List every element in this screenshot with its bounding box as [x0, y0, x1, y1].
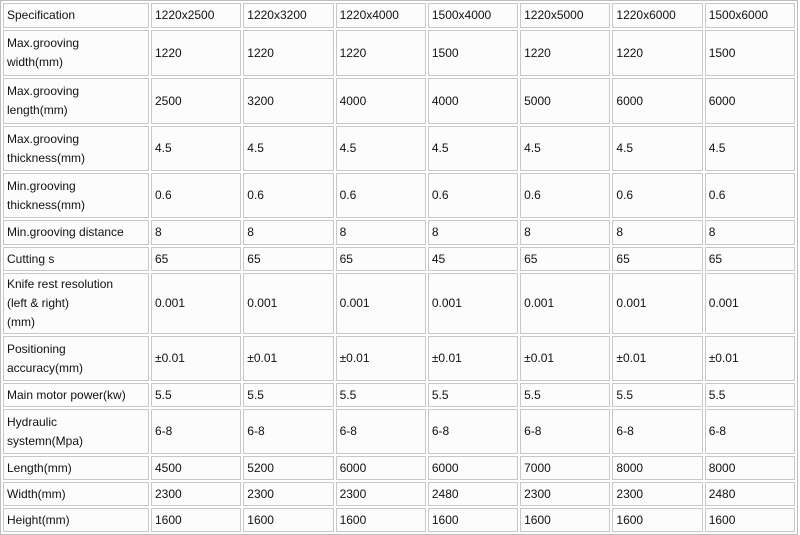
value-cell: ±0.01: [151, 336, 241, 381]
value-cell: 8: [243, 220, 333, 245]
value-cell: 6000: [705, 78, 795, 124]
value-cell: 5200: [243, 456, 333, 480]
value-cell: 3200: [243, 78, 333, 124]
value-cell: ±0.01: [520, 336, 610, 381]
value-cell: 8: [428, 220, 518, 245]
value-cell: 1500: [428, 30, 518, 76]
row-label-cell: [3, 482, 149, 506]
value-cell: 2500: [151, 78, 241, 124]
value-cell: 1600: [336, 508, 426, 532]
value-cell: 1600: [705, 508, 795, 532]
row-label-cell: [3, 456, 149, 480]
value-cell: 8000: [705, 456, 795, 480]
value-cell: 0.001: [336, 273, 426, 334]
value-cell: 1600: [243, 508, 333, 532]
value-cell: 8: [612, 220, 702, 245]
row-label-text: Min.grooving distance: [7, 225, 124, 239]
value-cell: 5.5: [612, 383, 702, 407]
value-cell: 4.5: [243, 126, 333, 171]
value-cell: 0.6: [336, 173, 426, 218]
row-label-cell: [3, 508, 149, 532]
value-cell: 2300: [520, 482, 610, 506]
row-label-cell: [3, 409, 149, 454]
value-cell: ±0.01: [428, 336, 518, 381]
row-label-text: (left & right): [7, 296, 70, 310]
row-label-text: width(mm): [7, 55, 63, 69]
row-label-text: Knife rest resolution: [7, 277, 114, 291]
value-cell: 6-8: [336, 409, 426, 454]
table-row: [3, 409, 795, 454]
table-row: [3, 482, 795, 506]
value-cell: 0.6: [520, 173, 610, 218]
value-cell: 4500: [151, 456, 241, 480]
row-label-cell: [3, 78, 149, 124]
value-cell: 6-8: [151, 409, 241, 454]
row-label-cell: [3, 383, 149, 407]
row-label-text: Max.grooving: [7, 84, 80, 98]
header-cell-model: 1220x5000: [520, 3, 610, 28]
value-cell: 8: [705, 220, 795, 245]
value-cell: 4.5: [520, 126, 610, 171]
table-row: [3, 456, 795, 480]
row-label-text: systemn(Mpa): [7, 433, 84, 448]
value-cell: 1600: [520, 508, 610, 532]
value-cell: 65: [612, 247, 702, 271]
table-row: [3, 30, 795, 76]
row-label-cell: [3, 30, 149, 76]
value-cell: 45: [428, 247, 518, 271]
value-cell: 2300: [151, 482, 241, 506]
value-cell: 1220: [336, 30, 426, 76]
row-label-cell: [3, 273, 149, 334]
value-cell: 4.5: [336, 126, 426, 171]
row-label-text: thickness(mm): [7, 150, 86, 165]
value-cell: 2480: [705, 482, 795, 506]
value-cell: ±0.01: [336, 336, 426, 381]
row-label-text: Positioning: [7, 341, 66, 356]
row-label-text: Max.grooving: [7, 36, 80, 50]
value-cell: ±0.01: [243, 336, 333, 381]
table-row: [3, 78, 795, 124]
table-row: [3, 173, 795, 218]
value-cell: 2300: [612, 482, 702, 506]
value-cell: 0.001: [428, 273, 518, 334]
row-label-text: Width(mm): [7, 486, 66, 501]
value-cell: 1220: [612, 30, 702, 76]
value-cell: 8: [520, 220, 610, 245]
value-cell: 1220: [243, 30, 333, 76]
value-cell: 7000: [520, 456, 610, 480]
header-cell-specification: Specification: [3, 3, 149, 28]
value-cell: 8: [151, 220, 241, 245]
table-header-row: [3, 3, 795, 28]
value-cell: 0.6: [612, 173, 702, 218]
value-cell: 2300: [336, 482, 426, 506]
value-cell: 0.001: [151, 273, 241, 334]
value-cell: 5.5: [428, 383, 518, 407]
value-cell: 4.5: [612, 126, 702, 171]
row-label-cell: [3, 247, 149, 271]
value-cell: 5.5: [336, 383, 426, 407]
header-cell-model: 1500x6000: [705, 3, 795, 28]
value-cell: 5.5: [151, 383, 241, 407]
value-cell: 6000: [612, 78, 702, 124]
header-cell-model: 1220x2500: [151, 3, 241, 28]
value-cell: 5.5: [520, 383, 610, 407]
value-cell: 6-8: [705, 409, 795, 454]
value-cell: 2480: [428, 482, 518, 506]
value-cell: 0.001: [612, 273, 702, 334]
value-cell: 1220: [151, 30, 241, 76]
value-cell: 4000: [428, 78, 518, 124]
value-cell: 1220: [520, 30, 610, 76]
value-cell: 0.6: [151, 173, 241, 218]
value-cell: 2300: [243, 482, 333, 506]
value-cell: 6000: [336, 456, 426, 480]
table-row: [3, 220, 795, 245]
value-cell: 4.5: [705, 126, 795, 171]
row-label-text: Max.grooving: [7, 131, 80, 146]
value-cell: 65: [243, 247, 333, 271]
row-label-cell: [3, 173, 149, 218]
value-cell: 65: [151, 247, 241, 271]
value-cell: 0.6: [243, 173, 333, 218]
value-cell: 1600: [151, 508, 241, 532]
value-cell: 65: [705, 247, 795, 271]
header-cell-model: 1220x3200: [243, 3, 333, 28]
row-label-text: Main motor power(kw): [7, 387, 126, 402]
value-cell: 8000: [612, 456, 702, 480]
row-label-text: thickness(mm): [7, 197, 86, 212]
value-cell: 0.6: [428, 173, 518, 218]
value-cell: 1500: [705, 30, 795, 76]
value-cell: 6-8: [243, 409, 333, 454]
value-cell: 5000: [520, 78, 610, 124]
table-row: [3, 383, 795, 407]
value-cell: 0.001: [520, 273, 610, 334]
value-cell: 5.5: [705, 383, 795, 407]
row-label-text: Min.grooving: [7, 178, 76, 193]
row-label-cell: [3, 336, 149, 381]
value-cell: 1600: [612, 508, 702, 532]
value-cell: 6-8: [428, 409, 518, 454]
table-row: [3, 336, 795, 381]
row-label-text: Hydraulic: [7, 414, 58, 429]
header-cell-model: 1500x4000: [428, 3, 518, 28]
row-label-text: Length(mm): [7, 460, 72, 475]
value-cell: 4.5: [151, 126, 241, 171]
value-cell: ±0.01: [705, 336, 795, 381]
value-cell: ±0.01: [612, 336, 702, 381]
header-cell-model: 1220x6000: [612, 3, 702, 28]
header-cell-model: 1220x4000: [336, 3, 426, 28]
row-label-text: (mm): [7, 315, 35, 329]
row-label-cell: [3, 126, 149, 171]
row-label-cell: [3, 220, 149, 245]
value-cell: 0.001: [705, 273, 795, 334]
row-label-text: Cutting s: [7, 251, 55, 266]
value-cell: 0.6: [705, 173, 795, 218]
value-cell: 4000: [336, 78, 426, 124]
value-cell: 6-8: [612, 409, 702, 454]
table-row: [3, 273, 795, 334]
table-row: [3, 508, 795, 532]
row-label-text: accuracy(mm): [7, 360, 84, 375]
value-cell: 0.001: [243, 273, 333, 334]
value-cell: 6-8: [520, 409, 610, 454]
value-cell: 8: [336, 220, 426, 245]
table-row: [3, 126, 795, 171]
row-label-text: length(mm): [7, 103, 68, 117]
value-cell: 5.5: [243, 383, 333, 407]
value-cell: 65: [336, 247, 426, 271]
specification-table-body: [3, 3, 795, 532]
table-row: [3, 247, 795, 271]
value-cell: 6000: [428, 456, 518, 480]
value-cell: 1600: [428, 508, 518, 532]
value-cell: 4.5: [428, 126, 518, 171]
value-cell: 65: [520, 247, 610, 271]
row-label-text: Height(mm): [7, 512, 70, 527]
